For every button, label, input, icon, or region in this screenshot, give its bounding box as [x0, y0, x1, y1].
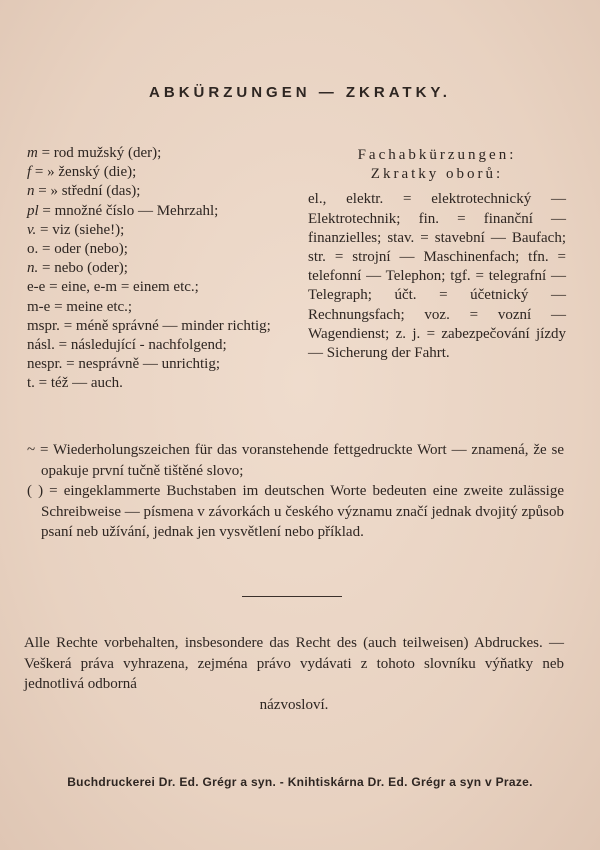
abbreviation-term: n — [27, 183, 35, 200]
abbreviation-entry — [27, 317, 297, 336]
abbreviation-meaning: = viz (siehe!); — [36, 221, 125, 238]
rights-text-end: názvosloví. — [259, 696, 329, 713]
rights-notice — [24, 633, 564, 715]
note-tilde: ~ = Wiederholungszeichen für das voranstehende fettgedruckte Wort — znamená, že se opakuje první tučně tištěné slovo; — [27, 442, 564, 479]
abbreviation-entry — [27, 182, 297, 201]
notes — [27, 440, 564, 543]
printer-imprint: Buchdruckerei Dr. Ed. Grégr a syn. - Knihtiskárna Dr. Ed. Grégr a syn v Praze. — [67, 775, 533, 789]
abbreviation-meaning: = oder (nebo); — [38, 241, 128, 258]
abbreviation-meaning: = nesprávně — unrichtig; — [62, 356, 221, 373]
abbreviation-entry — [27, 374, 297, 393]
abbreviation-term: v. — [27, 221, 37, 238]
subject-abbreviations — [308, 146, 566, 363]
abbreviation-meaning: = množné číslo — Mehrzahl; — [38, 202, 219, 219]
subject-heading-czech: Zkratky oborů: — [370, 166, 504, 183]
abbreviation-term: nespr. — [27, 356, 63, 373]
abbreviation-term: násl. — [27, 337, 55, 354]
abbreviation-entry — [27, 163, 297, 182]
abbreviation-meaning: = nebo (oder); — [38, 260, 128, 277]
abbreviation-meaning: = též — auch. — [34, 375, 123, 392]
abbreviation-list — [27, 144, 297, 394]
abbreviation-term: pl — [27, 202, 39, 219]
subject-heading-german: Fachabkürzungen: — [357, 147, 517, 163]
abbreviation-entry — [27, 202, 297, 221]
divider — [242, 596, 342, 597]
abbreviation-meaning: = méně správné — minder richtig; — [59, 317, 271, 334]
abbreviation-meaning: = meine etc.; — [50, 298, 133, 315]
page-title: ABKÜRZUNGEN — ZKRATKY. — [149, 84, 451, 101]
note-brackets: ( ) = eingeklammerte Buchstaben im deutschen Worte bedeuten eine zweite zulässige Schreibweise — písmena v závorkách u českého významu značí jednak dvojitý způsob psaní neb užívání, jednak jen vysvětlení nebo příklad. — [27, 483, 564, 540]
abbreviation-entry — [27, 144, 297, 163]
abbreviation-entry — [27, 355, 297, 374]
abbreviation-meaning: = » střední (das); — [34, 183, 141, 200]
abbreviation-term: m-e — [27, 298, 51, 315]
abbreviation-entry — [27, 298, 297, 317]
abbreviation-term: t. — [27, 375, 35, 392]
abbreviation-entry — [27, 221, 297, 240]
rights-text: Alle Rechte vorbehalten, insbesondere das Recht des (auch teilweisen) Abdruckes. — Veškerá práva vyhrazena, zejména právo vydávati z tohoto slovníku výňatky neb jednotlivá odborná — [24, 635, 564, 692]
abbreviation-term: f — [27, 164, 32, 181]
abbreviation-entry — [27, 278, 297, 297]
abbreviation-meaning: = rod mužský (der); — [37, 145, 162, 161]
abbreviation-meaning: = » ženský (die); — [31, 164, 137, 181]
abbreviation-term: mspr. — [27, 317, 60, 334]
abbreviation-term: m — [27, 145, 38, 161]
abbreviation-term: e-e — [27, 279, 46, 296]
abbreviation-term: n. — [27, 260, 39, 277]
subject-abbreviations-text: el., elektr. = elektrotechnický — Elektrotechnik; fin. = finanční — finanzielles; stav. = stavební — Baufach; str. = strojní — Maschinenfach; tfn. = telefonní — Telephon; tgf. = telegrafní — Telegraph; účt. = účetnický — Rechnungsfach; voz. = vozní — Wagendienst; z. j. = zabezpečování jízdy — Sicherung der Fahrt. — [308, 191, 566, 362]
abbreviation-entry — [27, 259, 297, 278]
abbreviation-meaning: = následující - nachfolgend; — [54, 337, 227, 354]
abbreviation-term: o. — [27, 241, 39, 258]
abbreviation-meaning: = eine, e-m = einem etc.; — [45, 279, 199, 296]
abbreviation-entry — [27, 336, 297, 355]
abbreviation-entry — [27, 240, 297, 259]
